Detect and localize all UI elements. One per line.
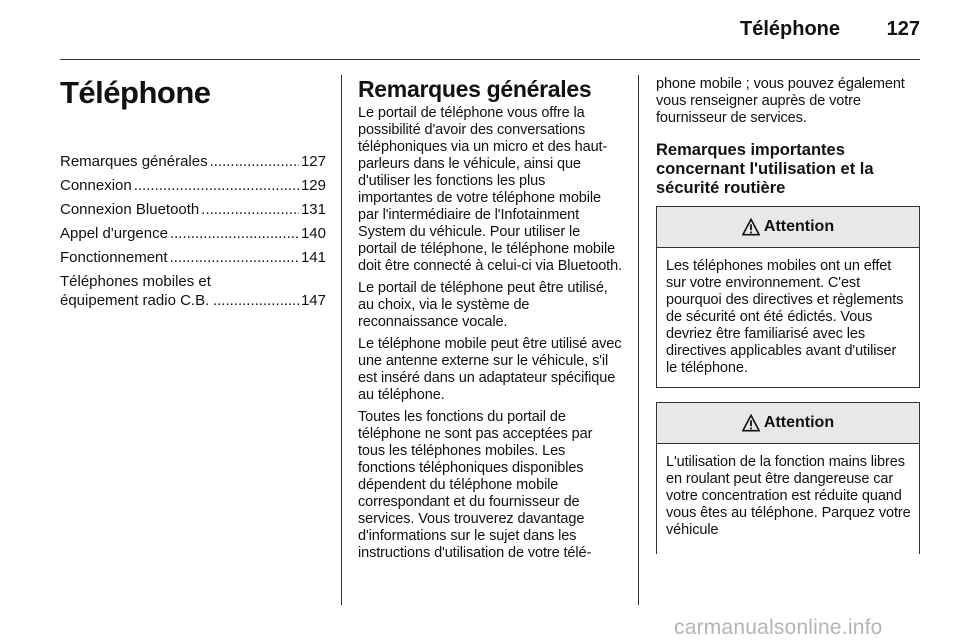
toc-leader [170, 248, 299, 267]
watermark: carmanualsonline.info [674, 616, 883, 639]
toc-page: 131 [300, 201, 326, 218]
warning-header [657, 403, 919, 444]
toc-label: Remarques générales [60, 153, 208, 170]
table-of-contents [60, 152, 326, 310]
toc-item[interactable] [60, 248, 326, 267]
subsection-title: Remarques importantes concernant l'utilisation et la sécurité routière [656, 141, 874, 197]
toc-leader [201, 200, 299, 219]
paragraph: Le portail de téléphone peut être utilisé, au choix, via le système de reconnaissance vocale. [358, 280, 608, 330]
chapter-title: Téléphone [60, 75, 211, 110]
toc-item[interactable] [60, 200, 326, 219]
warnings-column [656, 76, 920, 554]
toc-page: 141 [300, 249, 326, 266]
warning-text: L'utilisation de la fonction mains libres en roulant peut être dangereuse car votre concentration est réduite quand vous êtes au téléphone. Parquez votre véhicule [666, 454, 911, 538]
warning-heading: Attention [763, 218, 835, 235]
toc-label: Connexion Bluetooth [60, 201, 200, 218]
warning-header [657, 207, 919, 248]
header-rule [60, 59, 920, 60]
column-divider-right [638, 75, 639, 605]
toc-item[interactable] [60, 152, 326, 171]
toc-label: Téléphones mobiles et équipement radio C.B. [60, 273, 211, 309]
toc-leader [134, 176, 299, 195]
header-title: Téléphone [739, 18, 840, 40]
toc-page: 127 [300, 153, 326, 170]
toc-label: Fonctionnement [60, 249, 168, 266]
warning-heading: Attention [763, 414, 835, 431]
section-title: Remarques générales [358, 76, 592, 102]
toc-leader [210, 152, 299, 171]
toc-leader [170, 224, 299, 243]
warning-text: Les téléphones mobiles ont un effet sur votre environnement. C'est pourquoi des directives et règlements de sécurité ont été édictés. Vous devriez être familiarisé avec les directives applicables avant d'utiliser le téléphone. [666, 258, 904, 376]
header-page-number: 127 [886, 18, 920, 40]
toc-column [60, 76, 326, 315]
toc-item[interactable] [60, 176, 326, 195]
toc-page: 129 [300, 177, 326, 194]
paragraph: Toutes les fonctions du portail de téléphone ne sont pas acceptées par tous les téléphones mobiles. Les fonctions téléphoniques disponibles dépendent du téléphone mobile correspondant et du fournisseur de services. Vous trouverez davantage d'informations sur le sujet dans les instructions d'utilisation de votre télé- [358, 409, 593, 561]
warning-box [656, 402, 920, 554]
warning-box [656, 206, 920, 388]
paragraph-continuation: phone mobile ; vous pouvez également vous renseigner auprès de votre fournisseur de services. [656, 76, 905, 126]
column-divider-left [341, 75, 342, 605]
toc-leader [213, 291, 299, 310]
toc-item[interactable] [60, 272, 326, 310]
paragraph: Le portail de téléphone vous offre la possibilité d'avoir des conversations téléphoniques via un micro et des haut-parleurs dans le véhicule, ainsi que d'utiliser les fonctions les plus importantes de votre téléphone mobile par l'intermédiaire de l'Infotainment System du véhicule. Pour utiliser le portail de téléphone, le téléphone mobile doit être connecté à celui-ci via Bluetooth. [358, 105, 623, 274]
paragraph: Le téléphone mobile peut être utilisé avec une antenne externe sur le véhicule, s'il est inséré dans un adaptateur spécifique au téléphone. [358, 336, 622, 403]
section-column [358, 76, 622, 567]
warning-triangle-icon [742, 414, 760, 432]
toc-item[interactable] [60, 224, 326, 243]
toc-page: 140 [300, 225, 326, 242]
toc-page: 147 [300, 292, 326, 309]
toc-label: Appel d'urgence [60, 225, 168, 242]
toc-label: Connexion [60, 177, 132, 194]
warning-triangle-icon [742, 218, 760, 236]
